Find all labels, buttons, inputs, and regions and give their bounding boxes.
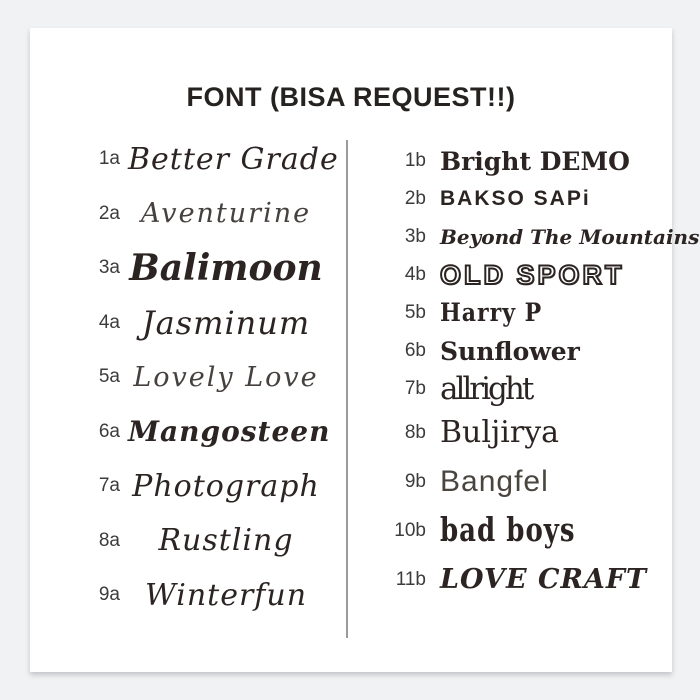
font-id-label: 5a <box>98 366 120 388</box>
font-sample-text: Aventurine <box>140 198 312 230</box>
font-sample-text: LOVE CRAFT <box>440 564 648 595</box>
font-sample-text: Harry P <box>440 298 543 328</box>
font-sample-text: Mangosteen <box>128 415 331 449</box>
font-column-a <box>30 132 346 623</box>
sheet-title: FONT (BISA REQUEST!!) <box>186 82 516 112</box>
font-id-label: 2b <box>404 188 426 209</box>
font-row <box>348 180 672 218</box>
font-column-b <box>348 142 700 604</box>
font-sample-text: BAKSO SAPi <box>440 187 591 210</box>
font-row <box>30 187 346 242</box>
font-id-label: 4b <box>404 264 426 285</box>
font-sample-text: Lovely Love <box>133 361 319 393</box>
font-row <box>30 514 346 569</box>
font-sample-text: Photograph <box>132 468 320 504</box>
font-sample-text: Buljirya <box>440 415 560 450</box>
font-row <box>30 350 346 405</box>
font-id-label: 3a <box>98 257 120 279</box>
font-row <box>348 457 672 506</box>
font-id-label: 7b <box>404 378 426 399</box>
font-id-label: 10b <box>394 519 426 541</box>
font-id-label: 2a <box>98 202 120 224</box>
font-row <box>30 568 346 623</box>
font-sample-text: Balimoon <box>129 247 323 290</box>
font-id-label: 9b <box>404 470 426 492</box>
font-sample-text: OLD SPORT <box>440 259 625 290</box>
font-row <box>348 370 672 408</box>
font-row <box>30 405 346 460</box>
font-id-label: 8b <box>404 421 426 443</box>
font-id-label: 3b <box>404 226 426 247</box>
font-sample-text: Rustling <box>158 523 294 559</box>
font-row <box>30 241 346 296</box>
font-row <box>348 256 672 294</box>
font-id-label: 1b <box>404 150 426 171</box>
font-row <box>348 506 672 555</box>
font-sample-text: allright <box>440 371 532 407</box>
font-row <box>348 408 672 457</box>
font-sheet-card <box>30 28 700 672</box>
font-id-label: 6b <box>404 340 426 361</box>
font-row <box>30 459 346 514</box>
font-id-label: 4a <box>98 311 120 333</box>
font-id-label: 9a <box>98 584 120 606</box>
font-row <box>348 332 672 370</box>
font-sample-text: Sunflower <box>440 336 580 366</box>
font-id-label: 11b <box>395 568 426 590</box>
font-row <box>348 218 700 256</box>
font-sample-text: Bright DEMO <box>440 146 630 176</box>
font-sample-text: Winterfun <box>144 577 308 613</box>
font-row <box>30 132 346 187</box>
font-row <box>348 555 672 604</box>
font-row <box>348 142 672 180</box>
font-sample-text: bad boys <box>440 511 576 550</box>
font-row <box>348 294 672 332</box>
font-id-label: 8a <box>98 529 120 551</box>
font-id-label: 7a <box>98 475 120 497</box>
font-row <box>30 296 346 351</box>
font-sample-text: Better Grade <box>128 141 339 177</box>
font-id-label: 1a <box>98 148 120 170</box>
font-id-label: 6a <box>98 420 120 442</box>
font-id-label: 5b <box>404 302 426 323</box>
font-sample-text: Bangfel <box>440 464 549 498</box>
font-sample-text: Jasminum <box>141 303 311 342</box>
font-sample-text: Beyond The Mountains <box>440 225 700 249</box>
